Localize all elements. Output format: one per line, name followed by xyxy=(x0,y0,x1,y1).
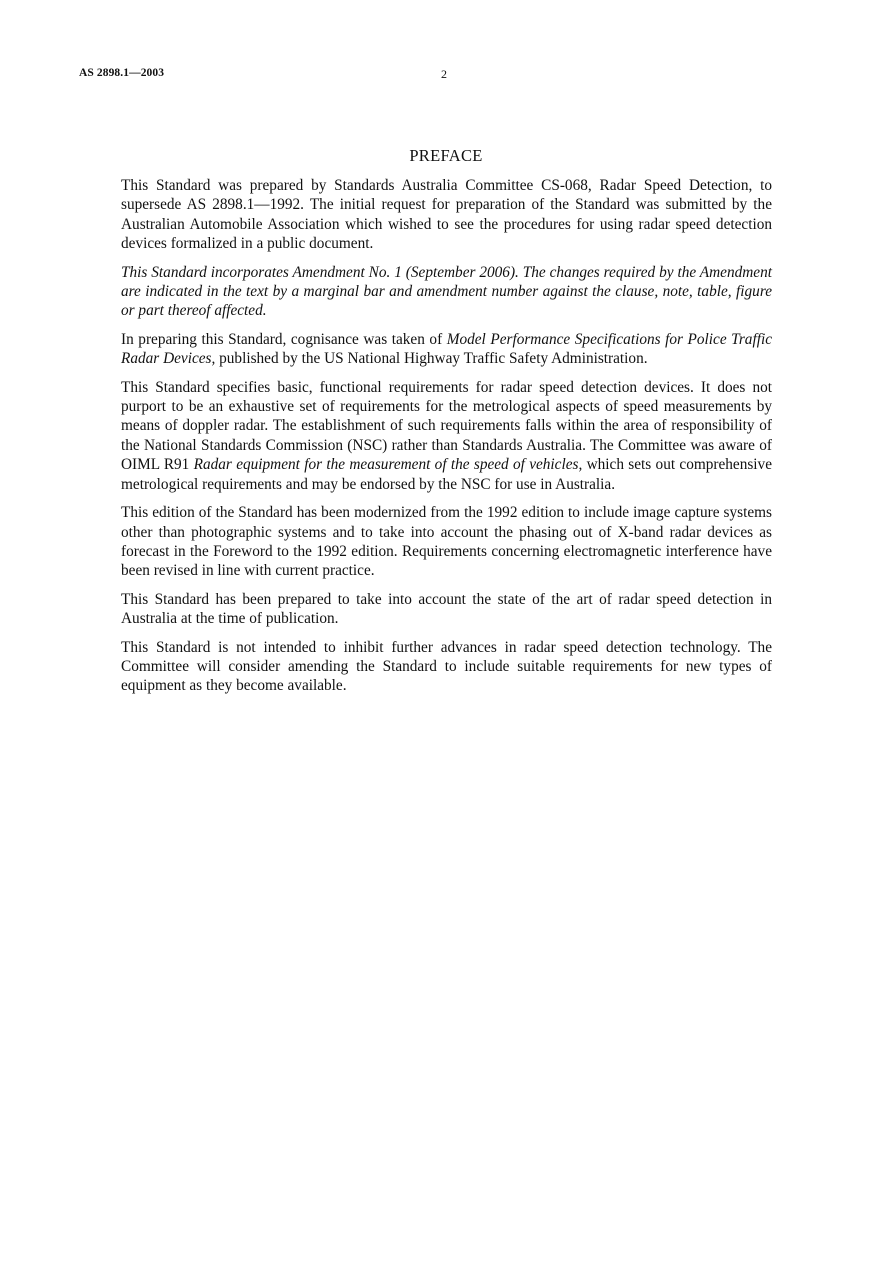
paragraph-7: This Standard is not intended to inhibit further advances in radar speed detection technology. The Committee will consider amending the Standard to include suitable requirements for new types of equipment as they become available. xyxy=(121,638,772,695)
paragraph-3 xyxy=(121,330,772,369)
preface-body xyxy=(121,176,772,705)
paragraph-4-text-a: This Standard specifies basic, functional requirements for radar speed detection devices. It does not purport to be an exhaustive set of requirements for the metrological aspects of speed measurements by means of doppler radar. The establishment of such requirements falls within the area of responsibility of the National Standards Commission (NSC) rather than Standards Australia. The Committee was aware of OIML R91 xyxy=(121,378,772,474)
paragraph-2-amendment-note: This Standard incorporates Amendment No. 1 (September 2006). The changes required by the Amendment are indicated in the text by a marginal bar and amendment number against the clause, note, table, figure or part thereof affected. xyxy=(121,263,772,320)
paragraph-5: This edition of the Standard has been modernized from the 1992 edition to include image capture systems other than photographic systems and to take into account the phasing out of X-band radar devices as forecast in the Foreword to the 1992 edition. Requirements concerning electromagnetic interference have been revised in line with current practice. xyxy=(121,504,772,580)
page-number: 2 xyxy=(441,67,447,81)
paragraph-4-text-b: which sets out comprehensive metrological requirements and may be endorsed by the NSC for use in Australia. xyxy=(121,456,772,493)
paragraph-4 xyxy=(121,378,772,494)
paragraph-3-text-b: published by the US National Highway Traffic Safety Administration. xyxy=(215,350,648,368)
document-id: AS 2898.1—2003 xyxy=(79,67,165,79)
paragraph-6: This Standard has been prepared to take into account the state of the art of radar speed detection in Australia at the time of publication. xyxy=(121,590,772,628)
paragraph-3-citation: Model Performance Specifications for Police Traffic Radar Devices, xyxy=(121,330,772,368)
section-heading: PREFACE xyxy=(409,146,483,165)
paragraph-3-text-a: In preparing this Standard, cognisance was taken of xyxy=(121,330,447,348)
paragraph-1: This Standard was prepared by Standards Australia Committee CS-068, Radar Speed Detection, to supersede AS 2898.1—1992. The initial request for preparation of the Standard was submitted by the Australian Automobile Association which wished to see the procedures for using radar speed detection devices formalized in a public document. xyxy=(121,177,772,253)
paragraph-4-citation: Radar equipment for the measurement of the speed of vehicles, xyxy=(193,456,583,474)
